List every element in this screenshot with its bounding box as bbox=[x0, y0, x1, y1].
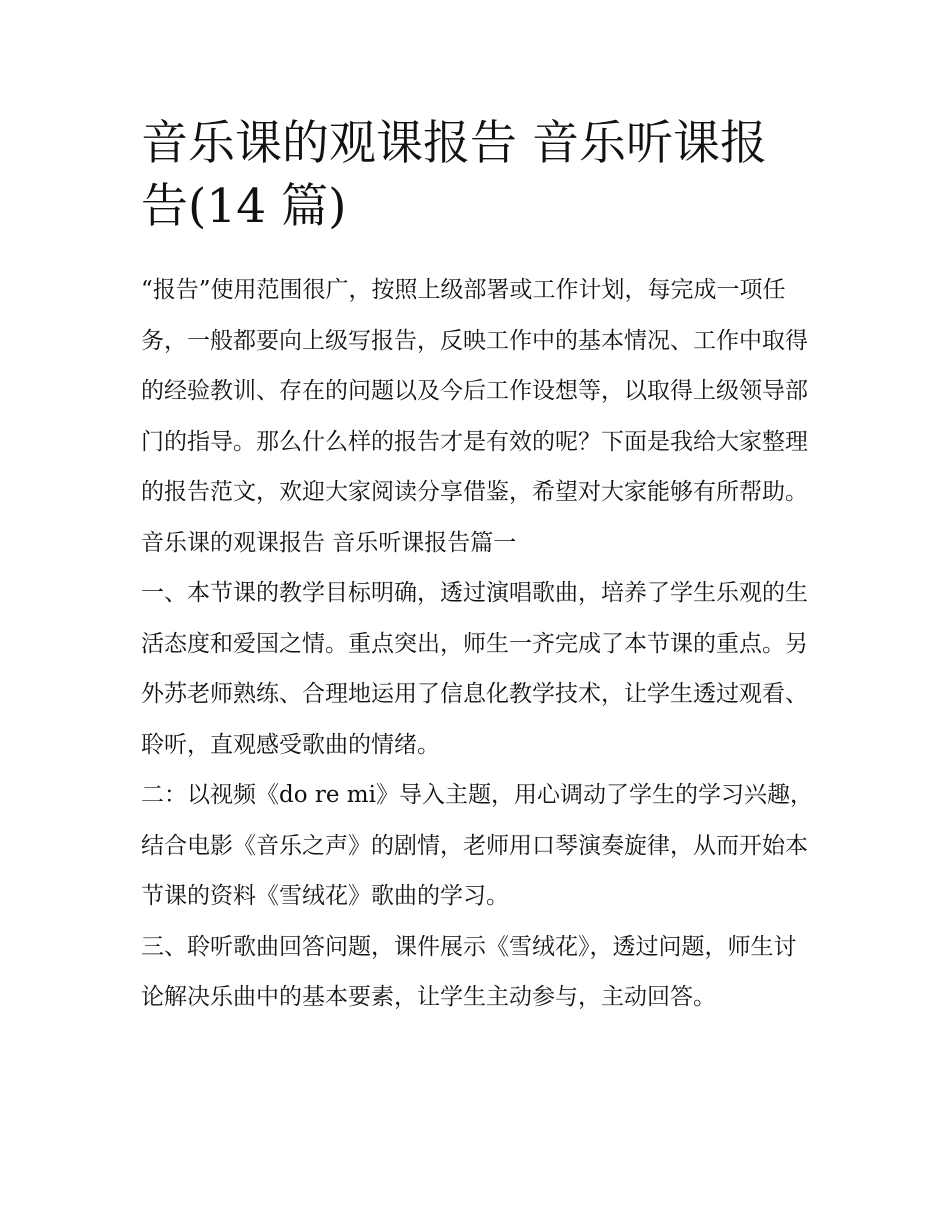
paragraph-2: 二：以视频《do re mi》导入主题，用心调动了学生的学习兴趣，结合电影《音乐之声》的剧情，老师用口琴演奏旋律，从而开始本节课的资料《雪绒花》歌曲的学习。 bbox=[141, 782, 813, 909]
section-heading: 音乐课的观课报告 音乐听课报告篇一 bbox=[141, 529, 517, 556]
intro-paragraph: “报告”使用范围很广，按照上级部署或工作计划，每完成一项任务，一般都要向上级写报告，反映工作中的基本情况、工作中取得的经验教训、存在的问题以及今后工作设想等，以取得上级领导部门的指导。那么什么样的报告才是有效的呢？下面是我给大家整理的报告范文，欢迎大家阅读分享借鉴，希望对大家能够有所帮助。 bbox=[141, 277, 808, 505]
document-body bbox=[141, 265, 813, 1023]
document-title: 音乐课的观课报告 音乐听课报告(14 篇) bbox=[141, 116, 767, 234]
paragraph-3: 三、聆听歌曲回答问题，课件展示《雪绒花》，透过问题，师生讨论解决乐曲中的基本要素，让学生主动参与，主动回答。 bbox=[141, 933, 797, 1010]
document-page bbox=[141, 112, 813, 1023]
paragraph-1: 一、本节课的教学目标明确，透过演唱歌曲，培养了学生乐观的生活态度和爱国之情。重点突出，师生一齐完成了本节课的重点。另外苏老师熟练、合理地运用了信息化教学技术，让学生透过观看、聆听，直观感受歌曲的情绪。 bbox=[141, 580, 808, 758]
